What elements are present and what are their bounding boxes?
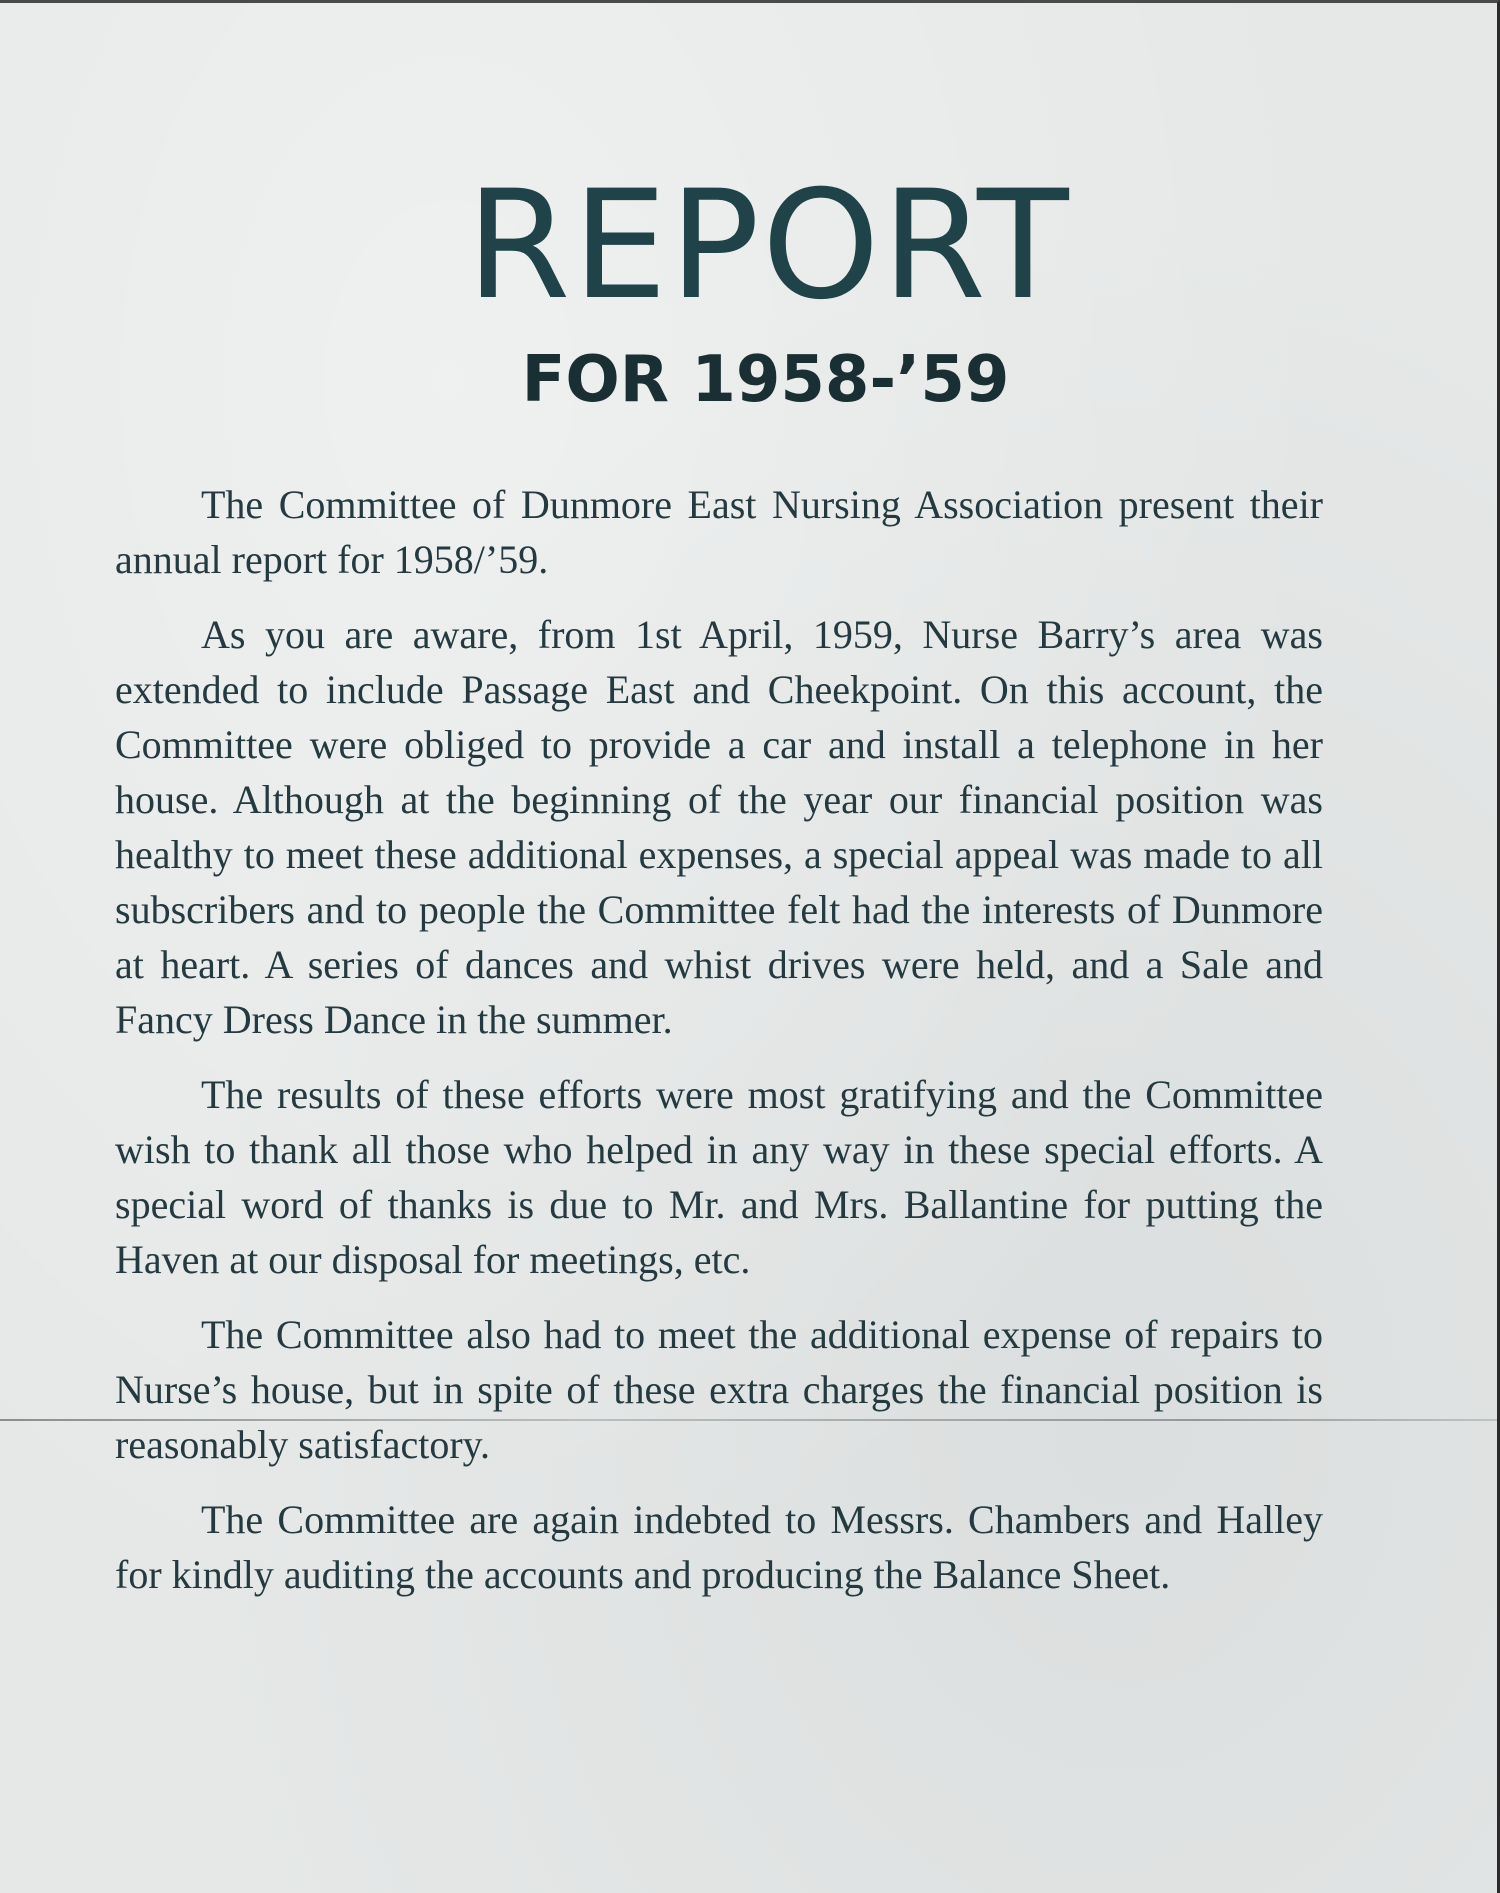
report-subtitle: FOR 1958-’59	[521, 343, 1010, 417]
paper-fold-line	[0, 1419, 1497, 1421]
paragraph-repairs: The Committee also had to meet the additional expense of repairs to Nurse’s house, but in spite of these extra charges the financial position is reasonably satisfactory.	[115, 1312, 1323, 1467]
report-body	[115, 477, 1323, 1622]
report-title: REPORT	[466, 159, 1071, 333]
paragraph-area-extension: As you are aware, from 1st April, 1959, Nurse Barry’s area was extended to include Passage East and Cheekpoint. On this account, the Committee were obliged to provide a car and install a telephone in her house. Although at the beginning of the year our financial position was healthy to meet these additional expenses, a special appeal was made to all subscribers and to people the Committee felt had the interests of Dunmore at heart. A series of dances and whist drives were held, and a Sale and Fancy Dress Dance in the summer.	[115, 612, 1323, 1042]
paragraph-auditors: The Committee are again indebted to Messrs. Chambers and Halley for kindly auditing the accounts and producing the Balance Sheet.	[115, 1497, 1323, 1597]
paragraph-intro: The Committee of Dunmore East Nursing Association present their annual report for 1958/’59.	[115, 482, 1323, 582]
paragraph-results-thanks: The results of these efforts were most gratifying and the Committee wish to thank all those who helped in any way in these special efforts. A special word of thanks is due to Mr. and Mrs. Ballantine for putting the Haven at our disposal for meetings, etc.	[115, 1072, 1323, 1282]
